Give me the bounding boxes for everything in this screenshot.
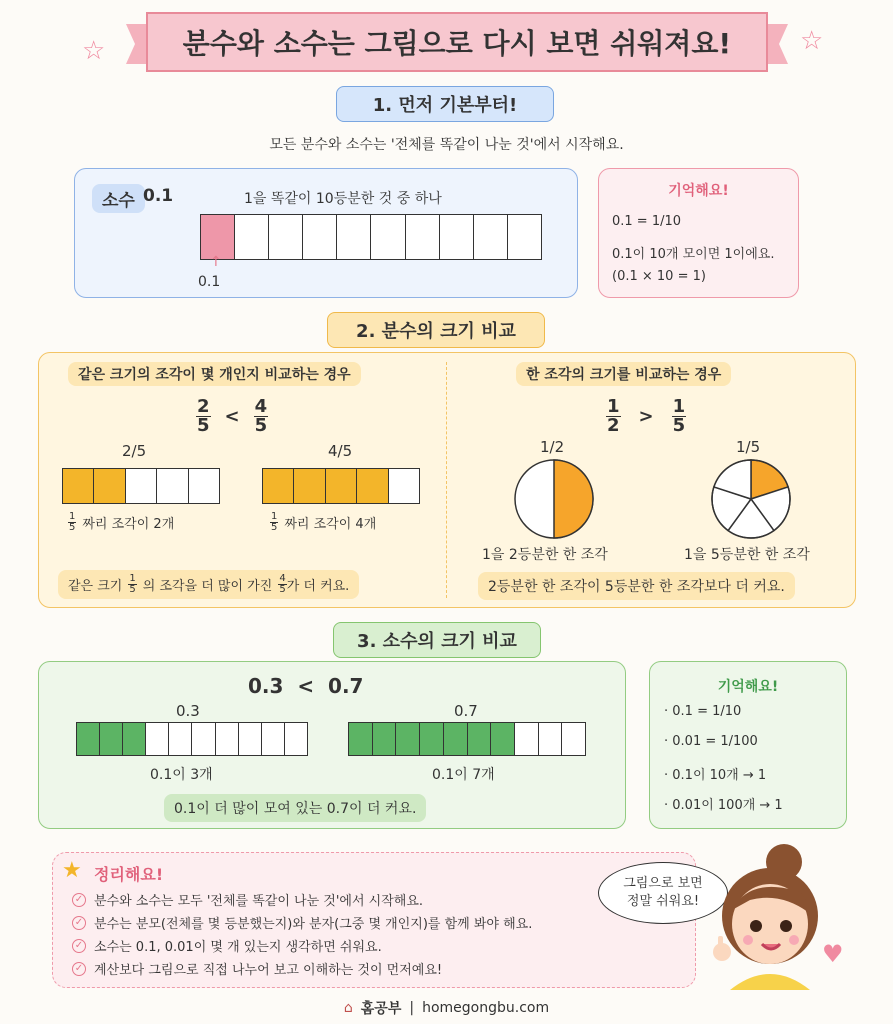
fraction-b [672,398,687,435]
bar-cell-filled [373,723,397,755]
fifth-pie [710,458,792,540]
bar-cell-filled [294,469,325,503]
pie-label: 1/2 [540,438,565,456]
memo-line: 0.1이 10개 모이면 1이에요. [612,247,775,262]
bar-cell-empty [515,723,539,755]
check-icon: ✓ [72,916,86,930]
less-than-sign: < [224,406,240,427]
bar-cell-empty [269,215,303,259]
numerator: 2 [197,396,210,417]
bar-cell-empty [440,215,474,259]
shirt [730,974,810,990]
unit-fraction [128,574,136,595]
bar-cell-filled [63,469,94,503]
footer-brand: 홈공부 [360,1001,402,1017]
bar-caption [68,512,174,533]
cheek [743,935,753,945]
bar-cell-filled [444,723,468,755]
denominator: 5 [129,584,136,595]
numerator: 1 [69,511,76,522]
bubble-text: 그림으로 보면 [623,875,703,891]
memo-item: · 0.1이 10개 → 1 [664,768,767,783]
left-heading: 같은 크기의 조각이 몇 개인지 비교하는 경우 [68,362,361,386]
numerator: 4 [254,396,268,417]
denominator: 5 [69,522,76,533]
bar-cell-empty [389,469,419,503]
left-eye [750,920,762,932]
memo-item: · 0.01 = 1/100 [664,734,758,749]
memo-line: 0.1 = 1/10 [612,214,682,229]
bar-cell-empty [508,215,541,259]
footer [0,998,893,1018]
decimal-tag [92,184,145,213]
unit-fraction [270,512,278,533]
greater-than-sign: > [638,406,654,427]
decimal-value: 0.1 [143,186,174,206]
bar-cell-filled [396,723,420,755]
bar-label: 0.3 [176,702,200,720]
numerator: 1 [672,396,686,417]
bar-cell-filled [349,723,373,755]
memo-line: (0.1 × 10 = 1) [612,269,706,284]
check-icon: ✓ [72,939,86,953]
bar-cell-filled [468,723,492,755]
check-icon: ✓ [72,962,86,976]
bar-caption: 0.1이 7개 [432,767,495,783]
summary-title: 정리해요! [94,865,164,884]
caption-text: 짜리 조각이 2개 [82,517,175,532]
footer-url[interactable]: homegongbu.com [422,1000,550,1016]
decimal-comparison: 0.3 < 0.7 [248,674,364,698]
memo-title: 기억해요! [668,183,729,199]
bar-cell-empty [285,723,307,755]
bubble-text: 정말 쉬워요! [626,894,700,909]
summary-text: 계산보다 그림으로 직접 나누어 보고 이해하는 것이 먼저예요! [94,963,443,978]
left-conclusion [58,570,359,599]
arrow-up-icon: ↑ [210,254,222,270]
bar-label: 4/5 [328,442,353,460]
denominator: 5 [672,415,686,436]
bar-label: 0.7 [454,702,478,720]
page-title: 분수와 소수는 그림으로 다시 보면 쉬워져요! [146,12,768,72]
section3-title: 3. 소수의 크기 비교 [333,622,541,658]
tenths-bar-b [348,722,586,756]
bar-cell-empty [562,723,585,755]
mouth [762,944,780,949]
bar-cell-empty [406,215,440,259]
summary-item [72,890,423,909]
bar-cell-filled [123,723,146,755]
right-conclusion: 2등분한 한 조각이 5등분한 한 조각보다 더 커요. [478,572,795,600]
denominator: 5 [271,522,278,533]
decimal-description: 1을 똑같이 10등분한 것 중 하나 [244,191,442,207]
bar-cell-empty [303,215,337,259]
footer-separator: | [409,1000,415,1016]
heart-icon: ♥ [822,940,844,968]
bar-cell-empty [146,723,169,755]
bar-cell-filled [77,723,100,755]
check-icon: ✓ [72,893,86,907]
pie-caption: 1을 5등분한 한 조각 [684,547,810,563]
bar-cell-filled [100,723,123,755]
bar-cell-filled [491,723,515,755]
home-icon: ⌂ [343,1000,353,1016]
memo-item: · 0.1 = 1/10 [664,704,742,719]
summary-item [72,936,382,955]
section1-intro: 모든 분수와 소수는 '전체를 똑같이 나눈 것'에서 시작해요. [269,137,624,153]
fifths-bar-a [62,468,220,504]
bar-cell-empty [337,215,371,259]
bar-cell-empty [235,215,269,259]
fifths-bar-b [262,468,420,504]
right-eye [780,920,792,932]
numerator: 4 [279,573,286,584]
tenths-bar-a [76,722,308,756]
bar-cell-empty [474,215,508,259]
conclusion-fraction [278,574,286,595]
conclusion-text: 의 조각을 더 많이 가진 [142,579,273,594]
right-heading: 한 조각의 크기를 비교하는 경우 [516,362,731,386]
bar-cell-empty [239,723,262,755]
summary-text: 소수는 0.1, 0.01이 몇 개 있는지 생각하면 쉬워요. [94,940,382,955]
divider [446,362,447,598]
bar-cell-filled [201,215,235,259]
bar-label: 2/5 [122,442,147,460]
summary-item [72,959,442,978]
pie-caption: 1을 2등분한 한 조각 [482,547,608,563]
summary-text: 분수와 소수는 모두 '전체를 똑같이 나눈 것'에서 시작해요. [94,894,424,909]
numerator: 1 [607,396,620,417]
section1-title: 1. 먼저 기본부터! [336,86,554,122]
unit-fraction [68,512,76,533]
summary-text: 분수는 분모(전체를 몇 등분했는지)와 분자(그중 몇 개인지)를 함께 봐야 해요. [94,917,533,932]
fraction-a [196,398,211,435]
fraction-comparison-right [606,398,686,435]
star-icon: ☆ [82,36,106,66]
bar-cell-empty [157,469,188,503]
cheek [789,935,799,945]
bar-cell-empty [189,469,219,503]
denominator: 5 [279,584,286,595]
denominator: 5 [197,415,210,436]
bar-cell-empty [262,723,285,755]
decimal-conclusion: 0.1이 더 많이 모여 있는 0.7이 더 커요. [164,794,426,822]
pie-label: 1/5 [736,438,761,456]
decimal-tag-label: 소수 [102,191,135,211]
pointer-label: 0.1 [198,274,221,290]
star-icon: ☆ [800,26,824,56]
summary-item [72,913,532,932]
memo-item: · 0.01이 100개 → 1 [664,798,783,813]
half-pie [513,458,595,540]
memo-title: 기억해요! [717,679,779,695]
bar-cell-empty [169,723,192,755]
numerator: 1 [271,511,278,522]
bar-cell-filled [263,469,294,503]
pointing-finger [718,936,723,950]
girl-illustration [700,840,840,990]
pie-slice-filled [554,460,593,538]
numerator: 1 [129,573,136,584]
bar-cell-empty [126,469,157,503]
bar-cell-empty [192,723,215,755]
bar-cell-empty [539,723,563,755]
caption-text: 짜리 조각이 4개 [284,517,377,532]
conclusion-text: 같은 크기 [68,579,123,594]
denominator: 5 [254,415,268,436]
denominator: 2 [607,415,620,436]
fraction-b [254,398,269,435]
bar-caption [270,512,376,533]
bar-cell-filled [94,469,125,503]
conclusion-text: 가 더 커요. [286,579,350,594]
bar-cell-empty [216,723,239,755]
bar-cell-empty [371,215,405,259]
star-icon: ★ [62,858,82,883]
bar-cell-filled [326,469,357,503]
section2-title: 2. 분수의 크기 비교 [327,312,545,348]
fraction-comparison-left [196,398,268,435]
fraction-a [606,398,621,435]
bar-cell-filled [420,723,444,755]
bar-caption: 0.1이 3개 [150,767,213,783]
tenths-bar [200,214,542,260]
bar-cell-filled [357,469,388,503]
